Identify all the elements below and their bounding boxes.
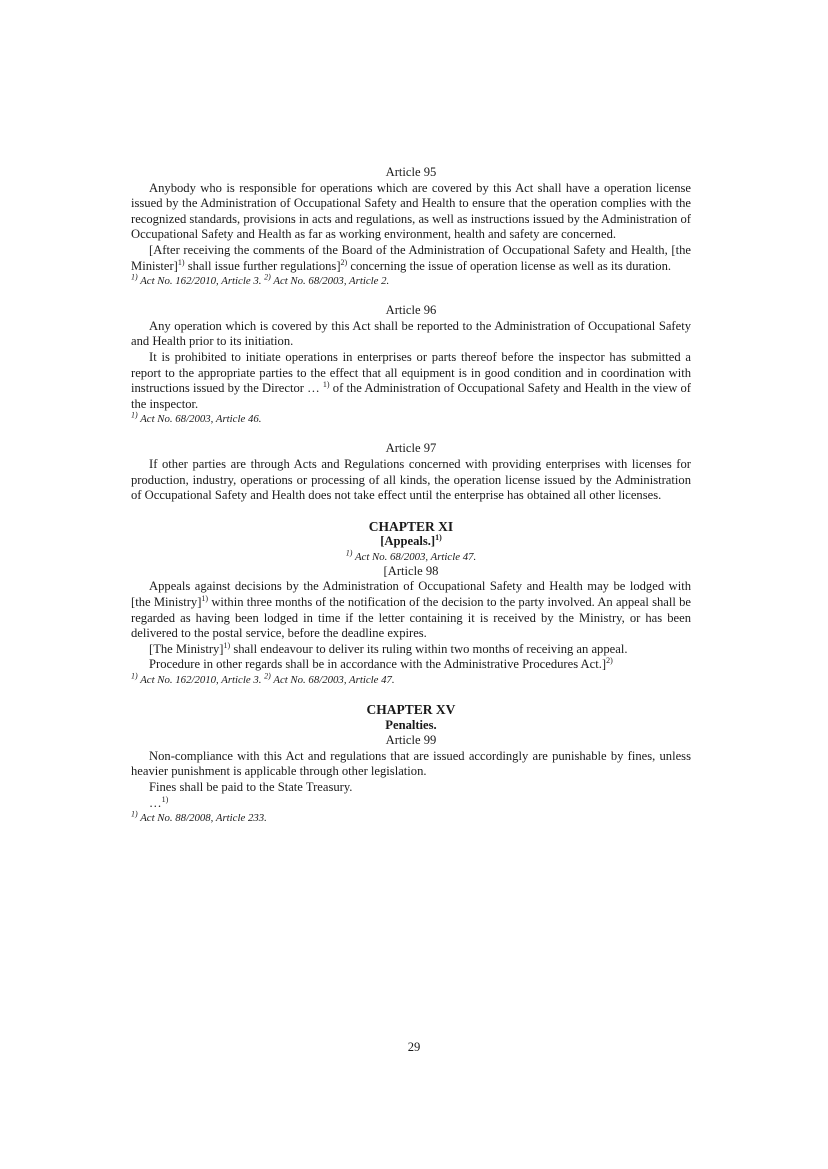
article-96-footnote: $^{1)}$ Act No. 68/2003, Article 46. [131, 410, 262, 426]
article-97-paragraph-1: If other parties are through Acts and Regulations concerned with providing enterprises with licenses for production, industry, operations or processing of all kinds, the operation license issued by the Administration of Occupational Safety and Health does not take effect until the enterprise has obtained all other licenses. [131, 456, 691, 503]
article-99-omission: …$^{1)}$ [149, 794, 169, 810]
article-99-paragraph-1: Non-compliance with this Act and regulations that are issued accordingly are punishable by fines, unless heavier punishment is applicable through other legislation. [131, 748, 691, 779]
article-95-title: Article 95 [385, 165, 437, 179]
article-97-title: Article 97 [385, 441, 437, 456]
chapter-11-title: CHAPTER XI [368, 518, 454, 534]
article-98-paragraph-3: Procedure in other regards shall be in accordance with the Administrative Procedures Act.]$^{2)}$ [149, 656, 613, 672]
article-96-paragraph-2: It is prohibited to initiate operations in enterprises or parts thereof before the inspector has submitted a report to the appropriate parties to the effect that all equipment is in good condition and in coordination with instructions issued by the Director … $^{1)}$ of the Administration of Occupational Safety and Health in the view of the inspector. [131, 349, 691, 411]
chapter-15-title: CHAPTER XV [366, 702, 456, 718]
article-96-title: Article 96 [385, 303, 437, 318]
chapter-15-subtitle: Penalties. [385, 717, 437, 732]
document-page [131, 165, 691, 825]
article-99-footnote: $^{1)}$ Act No. 88/2008, Article 233. [131, 809, 267, 825]
article-98-title: [Article 98 [383, 563, 439, 578]
article-96-paragraph-1: Any operation which is covered by this Act shall be reported to the Administration of Occupational Safety and Health prior to its initiation. [131, 318, 691, 349]
article-95-paragraph-1: Anybody who is responsible for operations which are covered by this Act shall have a operation license issued by the Administration of Occupational Safety and Health to ensure that the operation complies with the recognized standards, provisions in acts and regulations, as well as instructions issued by the Administration of Occupational Safety and Health as far as working environment, health and safety are concerned. [131, 180, 691, 242]
article-99-paragraph-2: Fines shall be paid to the State Treasury. [149, 780, 353, 794]
article-98-paragraph-1: Appeals against decisions by the Administration of Occupational Safety and Health may be lodged with [the Ministry]$^{1)}$ within three months of the notification of the decision to the party involved. An appeal shall be regarded as having been lodged in time if the letter containing it is received by the Ministry, or has been delivered to the postal service, before the deadline expires. [131, 579, 691, 641]
article-99-title: Article 99 [385, 733, 437, 748]
chapter-11-subtitle: [Appeals.]$^{1)}$ [380, 533, 442, 549]
page-number: 29 [407, 1040, 421, 1054]
article-98-footnotes: $^{1)}$ Act No. 162/2010, Article 3. $^{2)}$ Act No. 68/2003, Article 47. [131, 671, 395, 687]
chapter-11-subtitle-footnote: $^{1)}$ Act No. 68/2003, Article 47. [345, 548, 477, 563]
article-98-paragraph-2: [The Ministry]$^{1)}$ shall endeavour to deliver its ruling within two months of receiving an appeal. [149, 640, 628, 656]
article-95-footnotes: $^{1)}$ Act No. 162/2010, Article 3. $^{2)}$ Act No. 68/2003, Article 2. [131, 272, 390, 288]
article-95-paragraph-2: [After receiving the comments of the Board of the Administration of Occupational Safety and Health, [the Minister]$^{1)}$ shall issue further regulations]$^{2)}$ concerning the issue of operation license as well as its duration. [131, 242, 691, 273]
